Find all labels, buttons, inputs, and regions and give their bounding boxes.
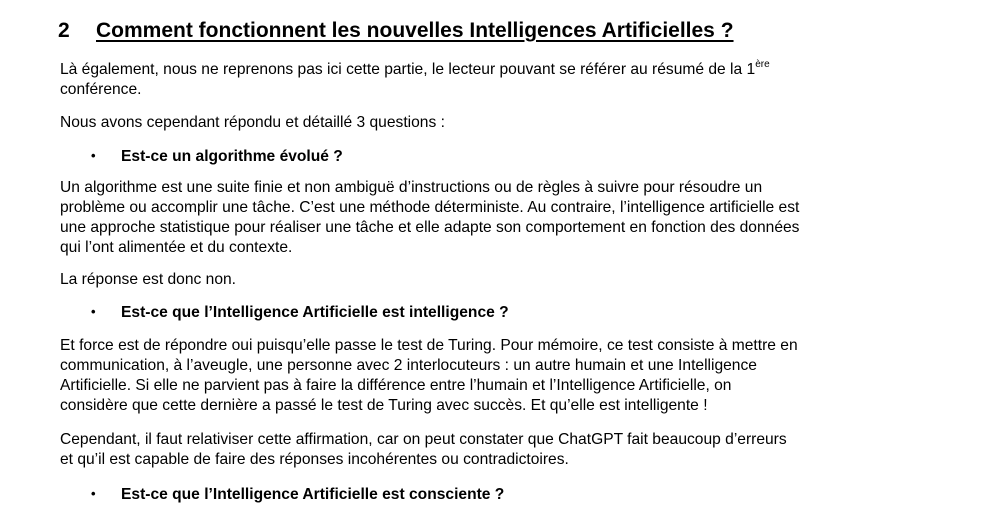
answer-2-line: Artificielle. Si elle ne parvient pas à faire la différence entre l’humain et l’Intelligence Artificielle, on: [60, 377, 732, 394]
question-1-text: Est-ce un algorithme évolué ?: [121, 148, 343, 165]
caveat-line: Cependant, il faut relativiser cette affirmation, car on peut constater que ChatGPT fait beaucoup d’erreurs: [60, 431, 787, 448]
intro-line-1: Là également, nous ne reprenons pas ici cette partie, le lecteur pouvant se référer au résumé de la 1: [60, 61, 756, 78]
caveat-line: et qu’il est capable de faire des réponses incohérentes ou contradictoires.: [60, 451, 569, 468]
answer-1-conclusion: La réponse est donc non.: [60, 271, 236, 288]
section-title: Comment fonctionnent les nouvelles Intelligences Artificielles ?: [96, 19, 734, 42]
bullet-question-3: [91, 484, 504, 505]
answer-2-paragraph: [60, 336, 943, 416]
questions-intro: Nous avons cependant répondu et détaillé 3 questions :: [60, 114, 445, 131]
intro-line-2: conférence.: [60, 81, 142, 98]
answer-2-line: considère que cette dernière a passé le test de Turing avec succès. Et qu’elle est intelligente !: [60, 397, 708, 414]
ordinal-superscript: ère: [755, 59, 770, 70]
section-number: 2: [58, 19, 70, 42]
answer-2-caveat: [60, 430, 943, 470]
intro-paragraph: [60, 60, 943, 100]
bullet-icon: •: [91, 304, 96, 319]
bullet-icon: •: [91, 486, 96, 501]
answer-1-line: Un algorithme est une suite finie et non ambiguë d’instructions ou de règles à suivre pour résoudre un: [60, 179, 763, 196]
bullet-question-1: [91, 146, 343, 167]
answer-1-line: une approche statistique pour réaliser une tâche et elle adapte son comportement en fonction des données: [60, 219, 800, 236]
bullet-icon: •: [91, 148, 96, 163]
answer-1-line: qui l’ont alimentée et du contexte.: [60, 239, 293, 256]
bullet-question-2: [91, 302, 509, 323]
section-heading: [58, 17, 734, 45]
answer-2-line: communication, à l’aveugle, une personne avec 2 interlocuteurs : un autre humain et une Intelligence: [60, 357, 757, 374]
answer-1-line: problème ou accomplir une tâche. C’est une méthode déterministe. Au contraire, l’intelligence artificielle est: [60, 199, 800, 216]
answer-2-line: Et force est de répondre oui puisqu’elle passe le test de Turing. Pour mémoire, ce test consiste à mettre en: [60, 337, 798, 354]
question-3-text: Est-ce que l’Intelligence Artificielle est consciente ?: [121, 486, 505, 503]
answer-1-paragraph: [60, 178, 943, 258]
question-2-text: Est-ce que l’Intelligence Artificielle est intelligence ?: [121, 304, 509, 321]
